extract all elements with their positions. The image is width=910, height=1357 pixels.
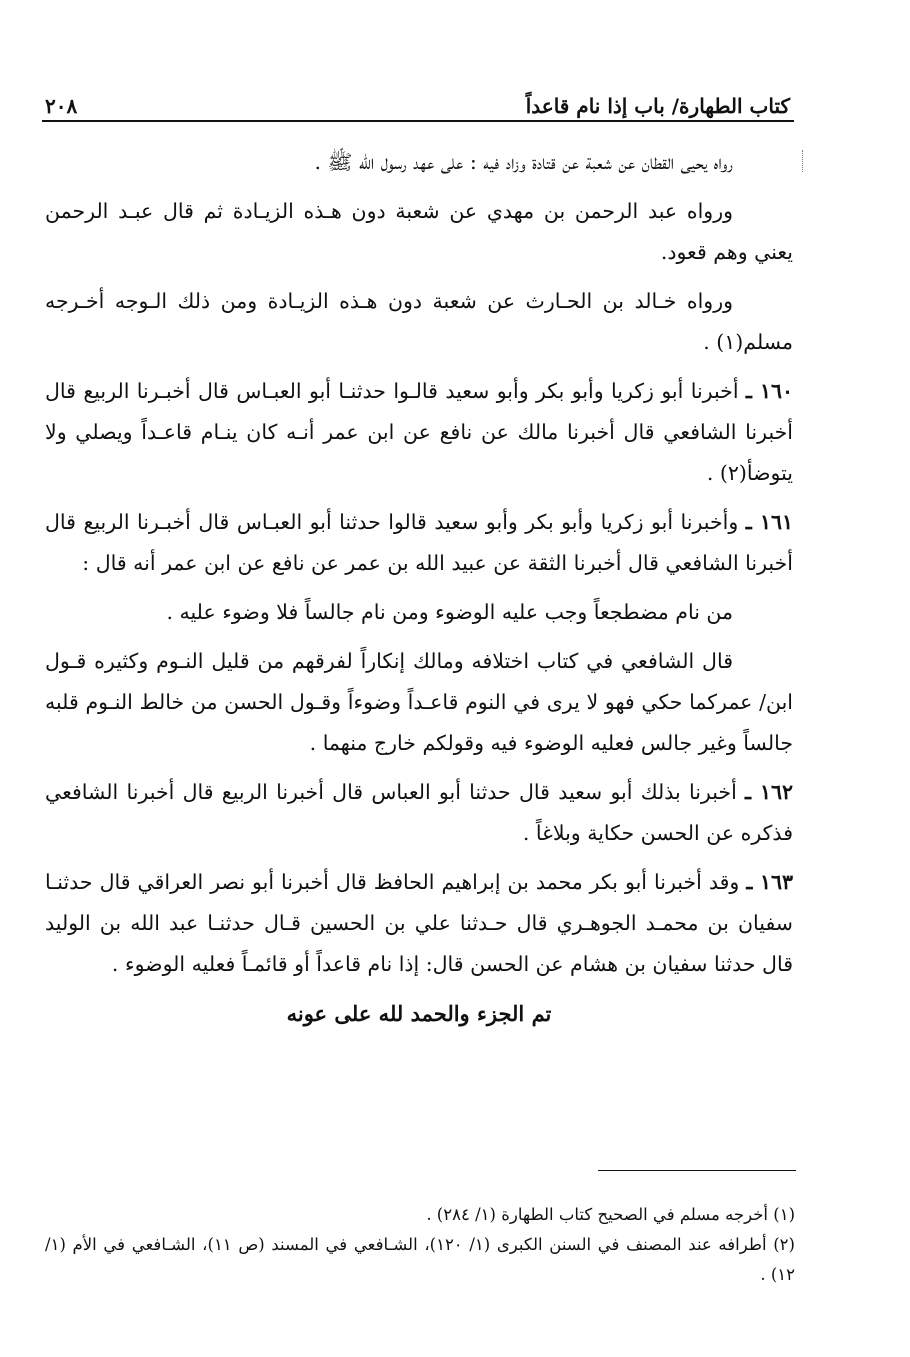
paragraph-text: من نام مضطجعاً وجب عليه الوضوء ومن نام جالساً فلا وضوء عليه . [166, 600, 733, 624]
paragraph-text: وقد أخبرنا أبو بكر محمد بن إبراهيم الحافظ قال أخبرنا أبو نصر العراقي قال حدثنـا سفيان بن محمـد الجوهـري قال حـدثنا علي بن الحسين قـال حدثنـا عبد الله بن الوليد قال حدثنا سفيان بن هشام عن الحسن قال: إذا نام قاعداً أو قائمـاً فعليه الوضوء . [45, 870, 793, 976]
paragraph-text: ورواه عبد الرحمن بن مهدي عن شعبة دون هـذه الزيـادة ثم قال عبـد الرحمن يعني وهم قعود. [45, 199, 793, 264]
footnote: (٢) أطرافه عند المصنف في السنن الكبرى (١/ ١٢٠)، الشـافعي في المسند (ص ١١)، الشـافعي في الأم (١/ ١٢) . [45, 1235, 795, 1284]
paragraph-text: ورواه خـالد بن الحـارث عن شعبة دون هـذه الزيـادة ومن ذلك الـوجه أخـرجه مسلم(١) . [45, 289, 793, 354]
hadith-160 [45, 371, 793, 494]
margin-mark [802, 150, 803, 172]
paragraph-text: وأخبرنا أبو زكريا وأبو بكر وأبو سعيد قالوا حدثنا أبو العبـاس قال أخبـرنا الربيع قال أخبرنا الشافعي قال أخبرنا الثقة عن عبيد الله بن عمر عن نافع عن ابن عمر أنه قال : [45, 510, 793, 575]
hadith-number: ١٦٠ ـ [745, 379, 793, 403]
paragraph-text: قال الشافعي في كتاب اختلافه ومالك إنكاراً لفرقهم من قليل النـوم وكثيره قـول ابن/ عمركما حكي فهو لا يرى في النوم قاعـداً وضوءاً وقـول الحسن من خالط النـوم قلبه جالساً وغير جالس فعليه الوضوء فيه وقولكم خارج منهما . [45, 649, 793, 755]
header-rule [42, 120, 794, 122]
hadith-number: ١٦٢ ـ [745, 780, 793, 804]
hadith-number: ١٦١ ـ [745, 510, 793, 534]
hadith-161 [45, 502, 793, 584]
paragraph-text: أخبرنا أبو زكريا وأبو بكر وأبو سعيد قالـوا حدثنـا أبو العبـاس قال أخبـرنا الربيع قال أخبرنا الشافعي قال أخبرنا مالك عن نافع عن ابن عمر أنـه كان ينـام قاعـداً ويصلي ولا يتوضأ(٢) . [45, 379, 793, 485]
footnote: (١) أخرجه مسلم في الصحيح كتاب الطهارة (١/ ٢٨٤) . [426, 1205, 795, 1224]
paragraph [45, 191, 793, 273]
quote [45, 592, 793, 633]
paragraph-text: رواه يحيى القطان عن شعبة عن قتادة وزاد فيه : على عهد رسول الله ﷺ . [314, 150, 733, 174]
paragraph [45, 641, 793, 764]
page-header [45, 70, 790, 118]
closing-line: تم الجزء والحمد لله على عونه [286, 1001, 552, 1026]
footnote-rule [598, 1170, 796, 1171]
paragraph [45, 281, 793, 363]
hadith-number: ١٦٣ ـ [746, 870, 793, 894]
main-text [45, 142, 793, 1042]
hadith-163 [45, 862, 793, 985]
page-number: ٢٠٨ [45, 94, 78, 118]
paragraph-text: أخبرنا بذلك أبو سعيد قال حدثنا أبو العباس قال أخبرنا الربيع قال أخبرنا الشافعي فذكره عن الحسن حكاية وبلاغاً . [45, 780, 793, 845]
footnotes [45, 1200, 795, 1290]
running-title: كتاب الطهارة/ باب إذا نام قاعداً [525, 94, 790, 118]
paragraph [45, 142, 793, 183]
hadith-162 [45, 772, 793, 854]
